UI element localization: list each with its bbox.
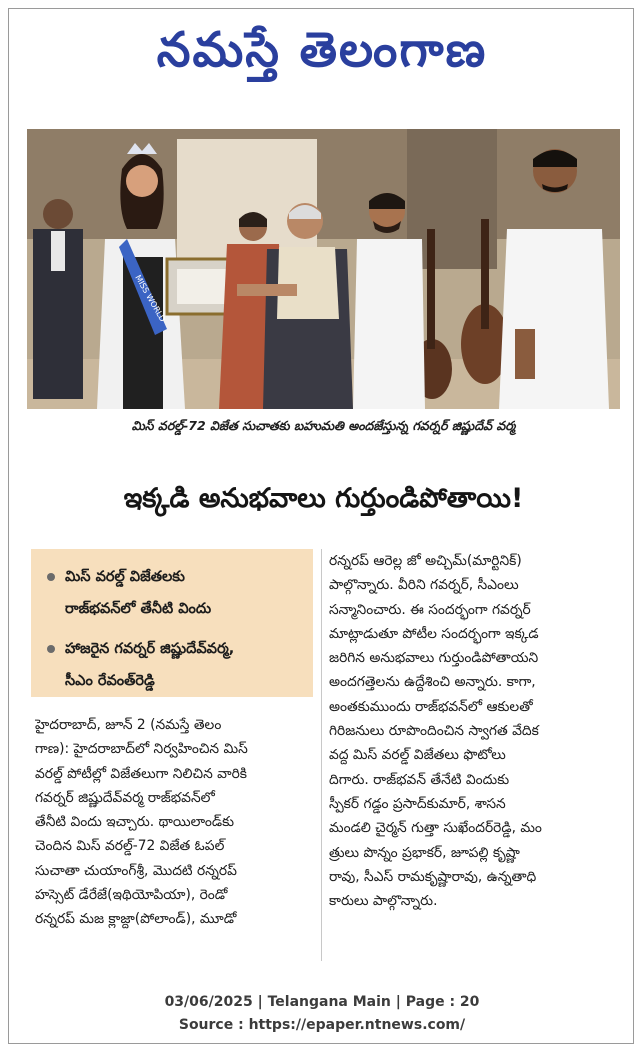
page-frame bbox=[8, 8, 634, 1044]
body-line: రన్నరప్ మజ క్లాజ్దా(పోలాండ్), మూడో bbox=[35, 911, 237, 928]
body-line: అందగత్తెలను ఉద్దేశించి అన్నారు. కాగా, bbox=[329, 674, 536, 691]
body-line: రావు, సీఎస్ రామకృష్ణారావు, ఉన్నతాధి bbox=[329, 868, 537, 885]
photo-illustration bbox=[27, 129, 620, 409]
body-line: అంతకుముందు రాజ్‌భవన్‌లో ఆకులతో bbox=[329, 698, 533, 715]
body-line: హైదరాబాద్, జూన్ 2 (నమస్తే తెలం bbox=[35, 717, 222, 733]
body-line: చెందిన మిస్ వరల్డ్-72 విజేత ఓపల్ bbox=[35, 838, 225, 855]
column-divider bbox=[321, 549, 322, 961]
highlights-box bbox=[31, 549, 313, 697]
highlight-item bbox=[45, 561, 303, 625]
body-line: త్రులు పొన్నం ప్రభాకర్, జూపల్లి కృష్ణా bbox=[329, 844, 520, 861]
body-line: మండలి చైర్మన్ గుత్తా సుఖేందర్‌రెడ్డి, మం bbox=[329, 820, 542, 837]
body-line: వద్ద మిస్ వరల్డ్ విజేతలు ఫొటోలు bbox=[329, 747, 506, 764]
body-line: సుచాతా చుయాంగ్‌శ్రీ, మొదటి రన్నరప్ bbox=[35, 862, 237, 879]
body-line: తేనీటి విందు ఇచ్చారు. థాయిలాండ్‌కు bbox=[35, 814, 235, 831]
photo-caption: మిస్ వరల్డ్-72 విజేత సుచాతకు బహుమతి అందజేస్తున్న గవర్నర్ జిష్ణుదేవ్ వర్మ bbox=[131, 417, 516, 433]
article-column-left bbox=[35, 713, 315, 932]
body-line: సన్మానించారు. ఈ సందర్భంగా గవర్నర్ bbox=[329, 601, 531, 618]
masthead bbox=[9, 15, 635, 97]
body-line: పాల్గొన్నారు. వీరిని గవర్నర్, సీఎంలు bbox=[329, 577, 519, 594]
news-photo bbox=[27, 129, 620, 409]
masthead-title: నమస్తే తెలంగాణ bbox=[156, 22, 488, 78]
body-line: మాట్లాడుతూ పోటీల సందర్భంగా ఇక్కడ bbox=[329, 625, 539, 642]
highlight-line: సీఎం రేవంత్‌రెడ్డి bbox=[65, 673, 155, 689]
body-line: హస్సెట్ డేరేజే(ఇథియోపియా), రెండో bbox=[35, 887, 228, 904]
body-line: జరిగిన అనుభవాలు గుర్తుండిపోతాయని bbox=[329, 650, 539, 667]
highlight-line: హాజరైన గవర్నర్ జిష్ణుదేవ్‌వర్మ, bbox=[65, 641, 235, 657]
body-line: గవర్నర్ జిష్ణుదేవ్‌వర్మ రాజ్‌భవన్‌లో bbox=[35, 789, 215, 806]
highlight-line: మిస్ వరల్డ్ విజేతలకు bbox=[65, 569, 185, 585]
sash-text: MISS WORLD bbox=[133, 273, 168, 324]
body-line: స్పీకర్ గడ్డం ప్రసాద్‌కుమార్, శాసన bbox=[329, 795, 506, 812]
article-column-right bbox=[329, 549, 621, 913]
bullet-icon bbox=[47, 573, 55, 581]
body-line: దిగారు. రాజ్‌భవన్ తేనేటి విందుకు bbox=[329, 771, 510, 788]
body-line: గాణ): హైదరాబాద్‌లో నిర్వహించిన మిస్ bbox=[35, 741, 248, 758]
footer-date-edition: 03/06/2025 | Telangana Main | Page : 20 bbox=[164, 994, 480, 1010]
body-line: గిరిజనులు రూపొందించిన స్వాగత వేదిక bbox=[329, 723, 539, 740]
article-headline: ఇక్కడి అనుభవాలు గుర్తుండిపోతాయి! bbox=[123, 483, 524, 514]
highlight-item bbox=[45, 633, 303, 697]
footer-source: Source : https://epaper.ntnews.com/ bbox=[178, 1017, 466, 1033]
body-line: రన్నరప్ ఆరెల్ల జో అచ్చిమ్(మార్టినిక్) bbox=[329, 553, 522, 569]
highlight-line: రాజ్‌భవన్‌లో తేనీటి విందు bbox=[65, 601, 212, 617]
body-line: కారులు పాల్గొన్నారు. bbox=[329, 893, 438, 910]
body-line: వరల్డ్ పోటీల్లో విజేతలుగా నిలిచిన వారికి bbox=[35, 765, 247, 782]
bullet-icon bbox=[47, 645, 55, 653]
